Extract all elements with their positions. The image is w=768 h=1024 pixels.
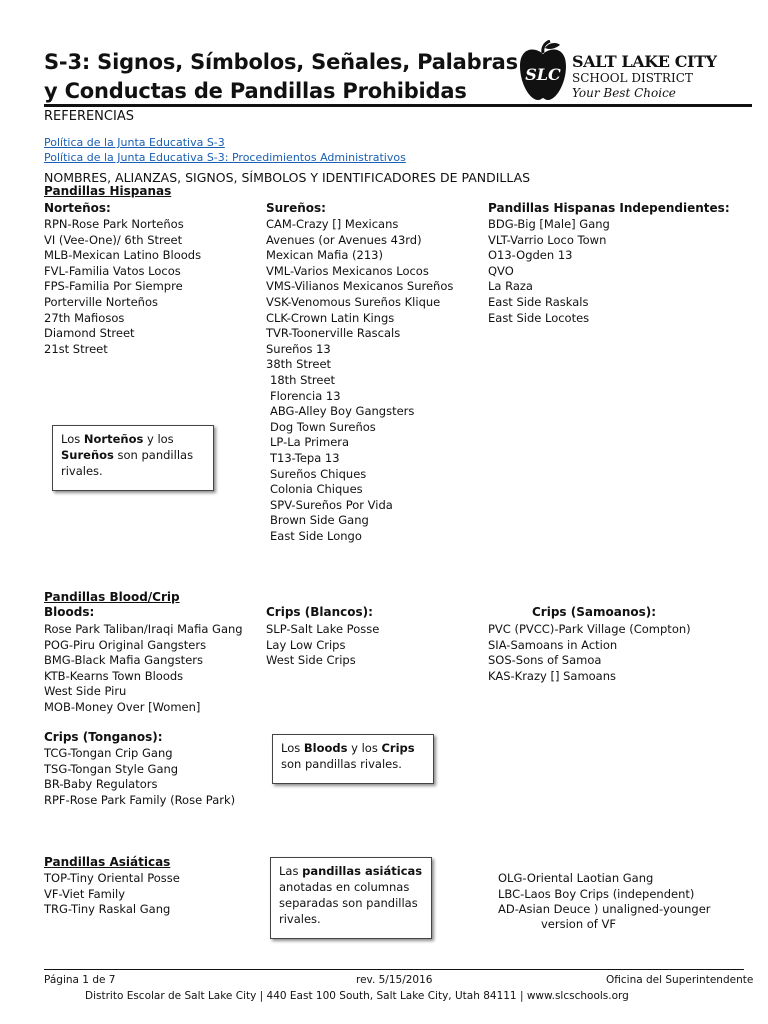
list-item: TOP-Tiny Oriental Posse bbox=[44, 871, 180, 885]
list-item: La Raza bbox=[488, 279, 533, 294]
office-label: Oficina del Superintendente bbox=[606, 974, 754, 986]
crips-samoanos-heading: Crips (Samoanos): bbox=[532, 605, 657, 619]
rivals-note-bloodcrip bbox=[272, 734, 434, 784]
section-heading: NOMBRES, ALIANZAS, SIGNOS, SÍMBOLOS Y IDENTIFICADORES DE PANDILLAS bbox=[44, 170, 531, 185]
crips-tonganos-list bbox=[44, 746, 235, 808]
logo-subtitle: SCHOOL DISTRICT bbox=[572, 71, 693, 85]
surenos-list bbox=[266, 217, 453, 373]
list-item: OLG-Oriental Laotian Gang bbox=[498, 871, 654, 885]
list-item: 21st Street bbox=[44, 341, 108, 356]
list-item: FVL-Familia Vatos Locos bbox=[44, 263, 181, 278]
note-text: anotadas en columnas separadas son pandillas rivales. bbox=[279, 880, 418, 926]
title-line-2: y Conductas de Pandillas Prohibidas bbox=[44, 79, 467, 103]
hispanic-heading: Pandillas Hispanas bbox=[44, 184, 172, 198]
surenos-list-continued bbox=[270, 373, 414, 545]
revision-date: rev. 5/15/2016 bbox=[356, 974, 433, 986]
title-line-1: S-3: Signos, Símbolos, Señales, Palabras bbox=[44, 50, 518, 74]
crips-blancos-heading: Crips (Blancos): bbox=[266, 605, 373, 619]
list-item: T13-Tepa 13 bbox=[270, 450, 340, 465]
list-item: East Side Raskals bbox=[488, 294, 589, 309]
list-item: VF-Viet Family bbox=[44, 886, 126, 901]
logo-name: SALT LAKE CITY bbox=[572, 52, 717, 71]
rivals-note-hispanic bbox=[52, 425, 214, 491]
list-item: MLB-Mexican Latino Bloods bbox=[44, 248, 202, 263]
list-item: 27th Mafiosos bbox=[44, 310, 125, 325]
note-bold: pandillas asiáticas bbox=[302, 864, 423, 878]
list-item: SLP-Salt Lake Posse bbox=[266, 622, 380, 636]
independent-heading: Pandillas Hispanas Independientes: bbox=[488, 201, 730, 215]
footer-rule bbox=[44, 969, 744, 970]
crips-blancos-list bbox=[266, 622, 379, 669]
policy-link-s3-procedures[interactable]: Política de la Junta Educativa S-3: Procedimientos Administrativos bbox=[44, 151, 406, 164]
list-item: Rose Park Taliban/Iraqi Mafia Gang bbox=[44, 622, 243, 636]
crips-samoanos-list bbox=[488, 622, 691, 684]
logo-mark-text: SLC bbox=[525, 65, 561, 84]
list-item: CLK-Crown Latin Kings bbox=[266, 310, 395, 325]
list-item: KTB-Kearns Town Bloods bbox=[44, 668, 184, 683]
list-item: Sureños 13 bbox=[266, 341, 331, 356]
crips-tonganos-heading: Crips (Tonganos): bbox=[44, 730, 163, 744]
list-item: TRG-Tiny Raskal Gang bbox=[44, 902, 171, 917]
note-bold: Crips bbox=[381, 741, 415, 755]
note-text: son pandillas rivales. bbox=[281, 757, 402, 771]
list-item: AD-Asian Deuce ) unaligned-younger bbox=[498, 902, 711, 917]
bloods-list bbox=[44, 622, 243, 716]
list-item: CAM-Crazy [] Mexicans bbox=[266, 217, 399, 231]
page-title bbox=[44, 48, 518, 106]
asian-list-right bbox=[498, 871, 711, 918]
list-item: 18th Street bbox=[270, 373, 336, 387]
note-text: son pandillas rivales. bbox=[61, 448, 194, 478]
list-item: FPS-Familia Por Siempre bbox=[44, 279, 183, 294]
list-item: PVC (PVCC)-Park Village (Compton) bbox=[488, 622, 691, 636]
list-item: MOB-Money Over [Women] bbox=[44, 699, 201, 714]
note-bold: Bloods bbox=[303, 741, 348, 755]
list-item: BMG-Black Mafia Gangsters bbox=[44, 653, 203, 668]
list-item: RPF-Rose Park Family (Rose Park) bbox=[44, 792, 236, 807]
asian-list-left bbox=[44, 871, 180, 918]
list-item: KAS-Krazy [] Samoans bbox=[488, 668, 617, 683]
list-item: VLT-Varrio Loco Town bbox=[488, 232, 607, 247]
list-item: SOS-Sons of Samoa bbox=[488, 653, 602, 668]
list-item: TSG-Tongan Style Gang bbox=[44, 761, 179, 776]
page-number: Página 1 de 7 bbox=[44, 974, 116, 986]
note-text: Las bbox=[279, 864, 303, 878]
list-item: LP-La Primera bbox=[270, 435, 350, 450]
note-bold: Sureños bbox=[61, 448, 114, 462]
list-item: SIA-Samoans in Action bbox=[488, 637, 618, 652]
references-heading: REFERENCIAS bbox=[44, 109, 134, 124]
list-item: Lay Low Crips bbox=[266, 637, 346, 652]
footer-address: Distrito Escolar de Salt Lake City | 440 East 100 South, Salt Lake City, Utah 84111 | www.slcschools.org bbox=[85, 990, 629, 1002]
list-item: VI (Vee-One)/ 6th Street bbox=[44, 232, 183, 247]
list-item: VMS-Vilianos Mexicanos Sureños bbox=[266, 279, 454, 294]
list-item: VSK-Venomous Sureños Klique bbox=[266, 294, 441, 309]
independent-list bbox=[488, 217, 610, 326]
list-item: SPV-Sureños Por Vida bbox=[270, 497, 393, 512]
asian-list-right-continued: version of VF bbox=[541, 917, 616, 931]
rivals-note-asian bbox=[270, 857, 432, 939]
asian-heading: Pandillas Asiáticas bbox=[44, 855, 171, 869]
list-item: East Side Locotes bbox=[488, 310, 590, 325]
bloodcrip-heading: Pandillas Blood/Crip bbox=[44, 590, 180, 604]
list-item: West Side Crips bbox=[266, 653, 356, 668]
list-item: Florencia 13 bbox=[270, 388, 341, 403]
list-item: RPN-Rose Park Norteños bbox=[44, 217, 184, 231]
note-text: Los bbox=[61, 432, 84, 446]
list-item: Porterville Norteños bbox=[44, 294, 158, 309]
note-text: y los bbox=[143, 432, 174, 446]
policy-link-s3[interactable]: Política de la Junta Educativa S-3 bbox=[44, 136, 225, 149]
list-item: East Side Longo bbox=[270, 528, 362, 543]
list-item: TCG-Tongan Crip Gang bbox=[44, 746, 173, 760]
list-item: VML-Varios Mexicanos Locos bbox=[266, 263, 429, 278]
district-logo bbox=[516, 40, 717, 104]
list-item: TVR-Toonerville Rascals bbox=[266, 326, 401, 341]
list-item: Diamond Street bbox=[44, 326, 135, 341]
note-text: Los bbox=[281, 741, 304, 755]
note-text: y los bbox=[347, 741, 382, 755]
list-item: O13-Ogden 13 bbox=[488, 248, 573, 263]
header-rule bbox=[44, 104, 752, 107]
list-item: 38th Street bbox=[266, 357, 332, 372]
bloods-heading: Bloods: bbox=[44, 605, 95, 619]
list-item: POG-Piru Original Gangsters bbox=[44, 637, 207, 652]
list-item: BR-Baby Regulators bbox=[44, 777, 158, 792]
list-item: Sureños Chiques bbox=[270, 466, 367, 481]
list-item: Brown Side Gang bbox=[270, 513, 369, 528]
list-item: Mexican Mafia (213) bbox=[266, 248, 383, 263]
note-bold: Norteños bbox=[83, 432, 144, 446]
nortenos-list bbox=[44, 217, 201, 357]
list-item: Colonia Chiques bbox=[270, 482, 363, 497]
logo-tagline: Your Best Choice bbox=[572, 86, 676, 100]
nortenos-heading: Norteños: bbox=[44, 201, 111, 215]
list-item: BDG-Big [Male] Gang bbox=[488, 217, 610, 231]
list-item: Avenues (or Avenues 43rd) bbox=[266, 232, 422, 247]
list-item: Dog Town Sureños bbox=[270, 419, 376, 434]
surenos-heading: Sureños: bbox=[266, 201, 326, 215]
list-item: QVO bbox=[488, 263, 514, 278]
list-item: ABG-Alley Boy Gangsters bbox=[270, 404, 415, 419]
apple-logo-icon bbox=[516, 40, 570, 104]
list-item: West Side Piru bbox=[44, 684, 127, 699]
list-item: LBC-Laos Boy Crips (independent) bbox=[498, 886, 695, 901]
